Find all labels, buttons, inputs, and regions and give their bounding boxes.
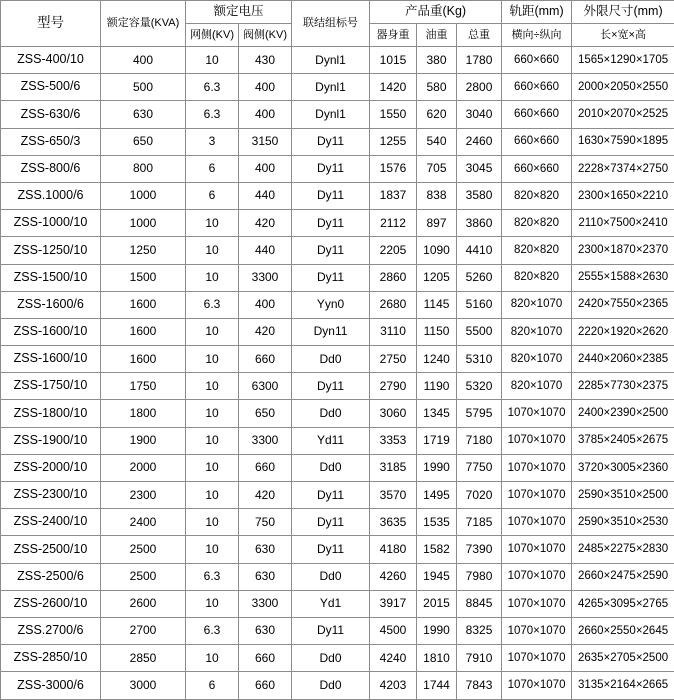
- cell-weight-oil: 1990: [417, 454, 457, 481]
- cell-track: 1070×1070: [502, 482, 572, 509]
- cell-weight-oil: 1945: [417, 563, 457, 590]
- cell-voltage-lv: 3300: [239, 427, 292, 454]
- table-body: [1, 47, 674, 700]
- cell-track: 660×660: [502, 101, 572, 128]
- cell-voltage-lv: 400: [239, 155, 292, 182]
- cell-voltage-hv: 10: [186, 645, 239, 672]
- cell-connection: Dynl1: [292, 101, 370, 128]
- cell-connection: Dd0: [292, 672, 370, 699]
- table-row: [1, 672, 674, 699]
- cell-track: 1070×1070: [502, 590, 572, 617]
- cell-capacity: 800: [101, 155, 186, 182]
- table-row: [1, 617, 674, 644]
- cell-track: 820×1070: [502, 318, 572, 345]
- header-connection: 联结组标号: [292, 1, 370, 47]
- cell-model: ZSS-1900/10: [1, 427, 101, 454]
- cell-voltage-lv: 420: [239, 210, 292, 237]
- cell-weight-oil: 1535: [417, 509, 457, 536]
- cell-model: ZSS-3000/6: [1, 672, 101, 699]
- cell-weight-body: 4500: [370, 617, 417, 644]
- header-voltage-hv: 网侧(KV): [186, 24, 239, 47]
- cell-connection: Yd1: [292, 590, 370, 617]
- table-row: [1, 590, 674, 617]
- cell-voltage-lv: 660: [239, 672, 292, 699]
- cell-capacity: 2700: [101, 617, 186, 644]
- header-track-group: 轨距(mm): [502, 1, 572, 24]
- cell-voltage-hv: 10: [186, 346, 239, 373]
- header-outline-group: 外限尺寸(mm): [572, 1, 674, 24]
- cell-track: 820×1070: [502, 291, 572, 318]
- cell-weight-body: 3185: [370, 454, 417, 481]
- cell-voltage-lv: 3150: [239, 128, 292, 155]
- cell-connection: Dy11: [292, 536, 370, 563]
- cell-model: ZSS.2700/6: [1, 617, 101, 644]
- cell-track: 1070×1070: [502, 617, 572, 644]
- cell-weight-total: 5500: [457, 318, 502, 345]
- cell-capacity: 1750: [101, 373, 186, 400]
- cell-weight-oil: 1495: [417, 482, 457, 509]
- cell-weight-oil: 1990: [417, 617, 457, 644]
- cell-outline: 2590×3510×2500: [572, 482, 674, 509]
- cell-connection: Dy11: [292, 509, 370, 536]
- cell-connection: Dy11: [292, 155, 370, 182]
- cell-capacity: 400: [101, 47, 186, 74]
- cell-voltage-hv: 10: [186, 454, 239, 481]
- cell-weight-body: 3635: [370, 509, 417, 536]
- cell-outline: 2010×2070×2525: [572, 101, 674, 128]
- cell-connection: Dd0: [292, 454, 370, 481]
- cell-connection: Dd0: [292, 563, 370, 590]
- cell-capacity: 2600: [101, 590, 186, 617]
- cell-connection: Dy11: [292, 237, 370, 264]
- cell-outline: 2440×2060×2385: [572, 346, 674, 373]
- cell-weight-oil: 540: [417, 128, 457, 155]
- table-row: [1, 482, 674, 509]
- cell-capacity: 1000: [101, 210, 186, 237]
- table-row: [1, 563, 674, 590]
- cell-connection: Yyn0: [292, 291, 370, 318]
- cell-track: 820×820: [502, 182, 572, 209]
- cell-connection: Dy11: [292, 373, 370, 400]
- cell-model: ZSS-1800/10: [1, 400, 101, 427]
- cell-weight-body: 3060: [370, 400, 417, 427]
- cell-track: 1070×1070: [502, 427, 572, 454]
- cell-weight-total: 7185: [457, 509, 502, 536]
- cell-track: 1070×1070: [502, 454, 572, 481]
- cell-track: 1070×1070: [502, 563, 572, 590]
- cell-voltage-lv: 440: [239, 237, 292, 264]
- cell-weight-total: 7910: [457, 645, 502, 672]
- cell-voltage-hv: 10: [186, 264, 239, 291]
- cell-voltage-hv: 6: [186, 182, 239, 209]
- table-row: [1, 210, 674, 237]
- cell-voltage-hv: 10: [186, 400, 239, 427]
- cell-weight-total: 7750: [457, 454, 502, 481]
- cell-weight-oil: 1145: [417, 291, 457, 318]
- cell-weight-total: 3040: [457, 101, 502, 128]
- cell-weight-body: 1255: [370, 128, 417, 155]
- cell-weight-body: 3570: [370, 482, 417, 509]
- cell-outline: 2110×7500×2410: [572, 210, 674, 237]
- cell-outline: 1630×7590×1895: [572, 128, 674, 155]
- cell-weight-oil: 1744: [417, 672, 457, 699]
- header-weight-group: 产品重(Kg): [370, 1, 502, 24]
- cell-capacity: 630: [101, 101, 186, 128]
- cell-capacity: 2400: [101, 509, 186, 536]
- cell-model: ZSS-650/3: [1, 128, 101, 155]
- table-row: [1, 237, 674, 264]
- cell-weight-total: 3860: [457, 210, 502, 237]
- cell-voltage-lv: 400: [239, 74, 292, 101]
- cell-voltage-lv: 660: [239, 454, 292, 481]
- cell-outline: 2485×2275×2830: [572, 536, 674, 563]
- cell-voltage-hv: 10: [186, 373, 239, 400]
- cell-connection: Yd11: [292, 427, 370, 454]
- cell-model: ZSS-400/10: [1, 47, 101, 74]
- cell-connection: Dy11: [292, 210, 370, 237]
- cell-model: ZSS-2850/10: [1, 645, 101, 672]
- cell-outline: 2420×7550×2365: [572, 291, 674, 318]
- cell-weight-oil: 1090: [417, 237, 457, 264]
- cell-outline: 2660×2550×2645: [572, 617, 674, 644]
- cell-voltage-lv: 660: [239, 645, 292, 672]
- cell-outline: 2400×2390×2500: [572, 400, 674, 427]
- cell-model: ZSS-2000/10: [1, 454, 101, 481]
- header-weight-oil: 油重: [417, 24, 457, 47]
- cell-capacity: 2500: [101, 563, 186, 590]
- cell-voltage-hv: 10: [186, 536, 239, 563]
- cell-voltage-lv: 3300: [239, 590, 292, 617]
- cell-track: 660×660: [502, 74, 572, 101]
- cell-outline: 2590×3510×2530: [572, 509, 674, 536]
- cell-capacity: 1600: [101, 318, 186, 345]
- cell-voltage-hv: 6: [186, 672, 239, 699]
- cell-weight-oil: 1150: [417, 318, 457, 345]
- cell-weight-body: 3110: [370, 318, 417, 345]
- cell-model: ZSS-800/6: [1, 155, 101, 182]
- cell-weight-body: 4180: [370, 536, 417, 563]
- cell-voltage-lv: 630: [239, 536, 292, 563]
- cell-track: 1070×1070: [502, 645, 572, 672]
- cell-outline: 2285×7730×2375: [572, 373, 674, 400]
- table-row: [1, 155, 674, 182]
- cell-weight-total: 1780: [457, 47, 502, 74]
- cell-weight-total: 8325: [457, 617, 502, 644]
- cell-weight-total: 7843: [457, 672, 502, 699]
- cell-voltage-hv: 10: [186, 210, 239, 237]
- cell-voltage-hv: 10: [186, 482, 239, 509]
- cell-voltage-lv: 420: [239, 318, 292, 345]
- cell-model: ZSS-1600/6: [1, 291, 101, 318]
- cell-voltage-hv: 10: [186, 237, 239, 264]
- cell-connection: Dy11: [292, 182, 370, 209]
- cell-track: 1070×1070: [502, 672, 572, 699]
- cell-weight-total: 7390: [457, 536, 502, 563]
- cell-weight-total: 8845: [457, 590, 502, 617]
- cell-track: 820×820: [502, 237, 572, 264]
- cell-track: 820×1070: [502, 373, 572, 400]
- table-row: [1, 645, 674, 672]
- cell-track: 1070×1070: [502, 400, 572, 427]
- header-voltage-lv: 阀侧(KV): [239, 24, 292, 47]
- cell-model: ZSS.1000/6: [1, 182, 101, 209]
- cell-capacity: 2000: [101, 454, 186, 481]
- cell-voltage-lv: 660: [239, 346, 292, 373]
- cell-track: 820×1070: [502, 346, 572, 373]
- cell-connection: Dynl1: [292, 47, 370, 74]
- cell-weight-oil: 1810: [417, 645, 457, 672]
- table-row: [1, 264, 674, 291]
- table-row: [1, 400, 674, 427]
- cell-outline: 3720×3005×2360: [572, 454, 674, 481]
- cell-voltage-lv: 3300: [239, 264, 292, 291]
- cell-outline: 3135×2164×2665: [572, 672, 674, 699]
- cell-voltage-hv: 6.3: [186, 563, 239, 590]
- cell-weight-body: 3353: [370, 427, 417, 454]
- cell-weight-oil: 1240: [417, 346, 457, 373]
- cell-capacity: 1800: [101, 400, 186, 427]
- cell-model: ZSS-2400/10: [1, 509, 101, 536]
- cell-model: ZSS-2600/10: [1, 590, 101, 617]
- table-row: [1, 318, 674, 345]
- cell-track: 660×660: [502, 47, 572, 74]
- cell-weight-body: 2860: [370, 264, 417, 291]
- cell-weight-total: 3045: [457, 155, 502, 182]
- cell-capacity: 500: [101, 74, 186, 101]
- cell-connection: Dy11: [292, 617, 370, 644]
- cell-outline: 3785×2405×2675: [572, 427, 674, 454]
- cell-model: ZSS-630/6: [1, 101, 101, 128]
- cell-weight-body: 2112: [370, 210, 417, 237]
- cell-voltage-lv: 630: [239, 617, 292, 644]
- table-row: [1, 101, 674, 128]
- table-row: [1, 291, 674, 318]
- cell-capacity: 2850: [101, 645, 186, 672]
- cell-voltage-hv: 6.3: [186, 74, 239, 101]
- cell-track: 820×820: [502, 264, 572, 291]
- cell-connection: Dd0: [292, 400, 370, 427]
- cell-weight-body: 4260: [370, 563, 417, 590]
- cell-voltage-hv: 10: [186, 47, 239, 74]
- cell-capacity: 1500: [101, 264, 186, 291]
- cell-capacity: 1250: [101, 237, 186, 264]
- cell-weight-oil: 1345: [417, 400, 457, 427]
- cell-weight-total: 3580: [457, 182, 502, 209]
- cell-voltage-hv: 6: [186, 155, 239, 182]
- cell-weight-total: 7180: [457, 427, 502, 454]
- cell-weight-oil: 620: [417, 101, 457, 128]
- cell-capacity: 1600: [101, 346, 186, 373]
- cell-weight-oil: 2015: [417, 590, 457, 617]
- cell-track: 820×820: [502, 210, 572, 237]
- cell-weight-total: 5320: [457, 373, 502, 400]
- cell-connection: Dyn11: [292, 318, 370, 345]
- cell-weight-body: 1420: [370, 74, 417, 101]
- cell-outline: 2555×1588×2630: [572, 264, 674, 291]
- table-row: [1, 536, 674, 563]
- cell-capacity: 650: [101, 128, 186, 155]
- cell-outline: 1565×1290×1705: [572, 47, 674, 74]
- cell-outline: 2635×2705×2500: [572, 645, 674, 672]
- table-row: [1, 346, 674, 373]
- cell-weight-oil: 1205: [417, 264, 457, 291]
- cell-model: ZSS-500/6: [1, 74, 101, 101]
- table-row: [1, 427, 674, 454]
- cell-weight-oil: 838: [417, 182, 457, 209]
- header-outline-dimension: 长×宽×高: [572, 24, 674, 47]
- cell-model: ZSS-1500/10: [1, 264, 101, 291]
- cell-voltage-lv: 650: [239, 400, 292, 427]
- cell-weight-total: 7020: [457, 482, 502, 509]
- cell-model: ZSS-1600/10: [1, 318, 101, 345]
- table-row: [1, 74, 674, 101]
- cell-connection: Dd0: [292, 645, 370, 672]
- cell-capacity: 2300: [101, 482, 186, 509]
- header-model: 型号: [1, 1, 101, 47]
- cell-connection: Dy11: [292, 482, 370, 509]
- cell-voltage-hv: 10: [186, 590, 239, 617]
- cell-model: ZSS-2500/10: [1, 536, 101, 563]
- cell-capacity: 3000: [101, 672, 186, 699]
- cell-voltage-hv: 6.3: [186, 291, 239, 318]
- cell-voltage-lv: 6300: [239, 373, 292, 400]
- header-row-1: [1, 1, 674, 24]
- cell-weight-body: 4203: [370, 672, 417, 699]
- cell-weight-body: 1837: [370, 182, 417, 209]
- cell-weight-total: 5795: [457, 400, 502, 427]
- cell-model: ZSS-2500/6: [1, 563, 101, 590]
- header-capacity: 额定容量(KVA): [101, 1, 186, 47]
- cell-weight-total: 7980: [457, 563, 502, 590]
- cell-weight-oil: 705: [417, 155, 457, 182]
- cell-voltage-lv: 420: [239, 482, 292, 509]
- header-track-direction: 横向÷纵向: [502, 24, 572, 47]
- cell-weight-oil: 580: [417, 74, 457, 101]
- cell-weight-total: 4410: [457, 237, 502, 264]
- cell-model: ZSS-1000/10: [1, 210, 101, 237]
- cell-weight-total: 5310: [457, 346, 502, 373]
- cell-weight-body: 1576: [370, 155, 417, 182]
- cell-weight-oil: 1582: [417, 536, 457, 563]
- cell-voltage-lv: 400: [239, 291, 292, 318]
- cell-voltage-hv: 10: [186, 427, 239, 454]
- cell-voltage-hv: 10: [186, 318, 239, 345]
- cell-outline: 2220×1920×2620: [572, 318, 674, 345]
- cell-voltage-lv: 440: [239, 182, 292, 209]
- table-header: [1, 1, 674, 47]
- cell-capacity: 1600: [101, 291, 186, 318]
- cell-voltage-lv: 750: [239, 509, 292, 536]
- cell-track: 660×660: [502, 155, 572, 182]
- cell-weight-body: 2205: [370, 237, 417, 264]
- cell-weight-body: 2790: [370, 373, 417, 400]
- cell-model: ZSS-1750/10: [1, 373, 101, 400]
- table-row: [1, 128, 674, 155]
- cell-weight-total: 2460: [457, 128, 502, 155]
- cell-connection: Dy11: [292, 264, 370, 291]
- cell-track: 1070×1070: [502, 509, 572, 536]
- cell-weight-body: 4240: [370, 645, 417, 672]
- cell-capacity: 1000: [101, 182, 186, 209]
- header-weight-body: 器身重: [370, 24, 417, 47]
- cell-outline: 2300×1650×2210: [572, 182, 674, 209]
- cell-weight-body: 2750: [370, 346, 417, 373]
- table-row: [1, 182, 674, 209]
- cell-weight-body: 2680: [370, 291, 417, 318]
- cell-outline: 4265×3095×2765: [572, 590, 674, 617]
- cell-voltage-hv: 3: [186, 128, 239, 155]
- cell-weight-total: 5160: [457, 291, 502, 318]
- header-voltage-group: 额定电压: [186, 1, 292, 24]
- cell-model: ZSS-1600/10: [1, 346, 101, 373]
- cell-voltage-hv: 10: [186, 509, 239, 536]
- cell-weight-oil: 380: [417, 47, 457, 74]
- cell-voltage-hv: 6.3: [186, 617, 239, 644]
- cell-weight-oil: 1719: [417, 427, 457, 454]
- cell-model: ZSS-2300/10: [1, 482, 101, 509]
- cell-weight-total: 2800: [457, 74, 502, 101]
- cell-weight-oil: 1190: [417, 373, 457, 400]
- cell-capacity: 2500: [101, 536, 186, 563]
- cell-weight-oil: 897: [417, 210, 457, 237]
- header-weight-total: 总重: [457, 24, 502, 47]
- cell-weight-body: 3917: [370, 590, 417, 617]
- table-row: [1, 47, 674, 74]
- cell-voltage-hv: 6.3: [186, 101, 239, 128]
- cell-weight-body: 1015: [370, 47, 417, 74]
- cell-model: ZSS-1250/10: [1, 237, 101, 264]
- cell-outline: 2300×1870×2370: [572, 237, 674, 264]
- cell-capacity: 1900: [101, 427, 186, 454]
- cell-outline: 2228×7374×2750: [572, 155, 674, 182]
- cell-voltage-lv: 400: [239, 101, 292, 128]
- cell-voltage-lv: 430: [239, 47, 292, 74]
- cell-voltage-lv: 630: [239, 563, 292, 590]
- cell-track: 1070×1070: [502, 536, 572, 563]
- table-row: [1, 373, 674, 400]
- cell-connection: Dy11: [292, 128, 370, 155]
- cell-connection: Dd0: [292, 346, 370, 373]
- cell-weight-body: 1550: [370, 101, 417, 128]
- cell-track: 660×660: [502, 128, 572, 155]
- cell-outline: 2660×2475×2590: [572, 563, 674, 590]
- cell-weight-total: 5260: [457, 264, 502, 291]
- table-row: [1, 509, 674, 536]
- table-row: [1, 454, 674, 481]
- cell-connection: Dynl1: [292, 74, 370, 101]
- cell-outline: 2000×2050×2550: [572, 74, 674, 101]
